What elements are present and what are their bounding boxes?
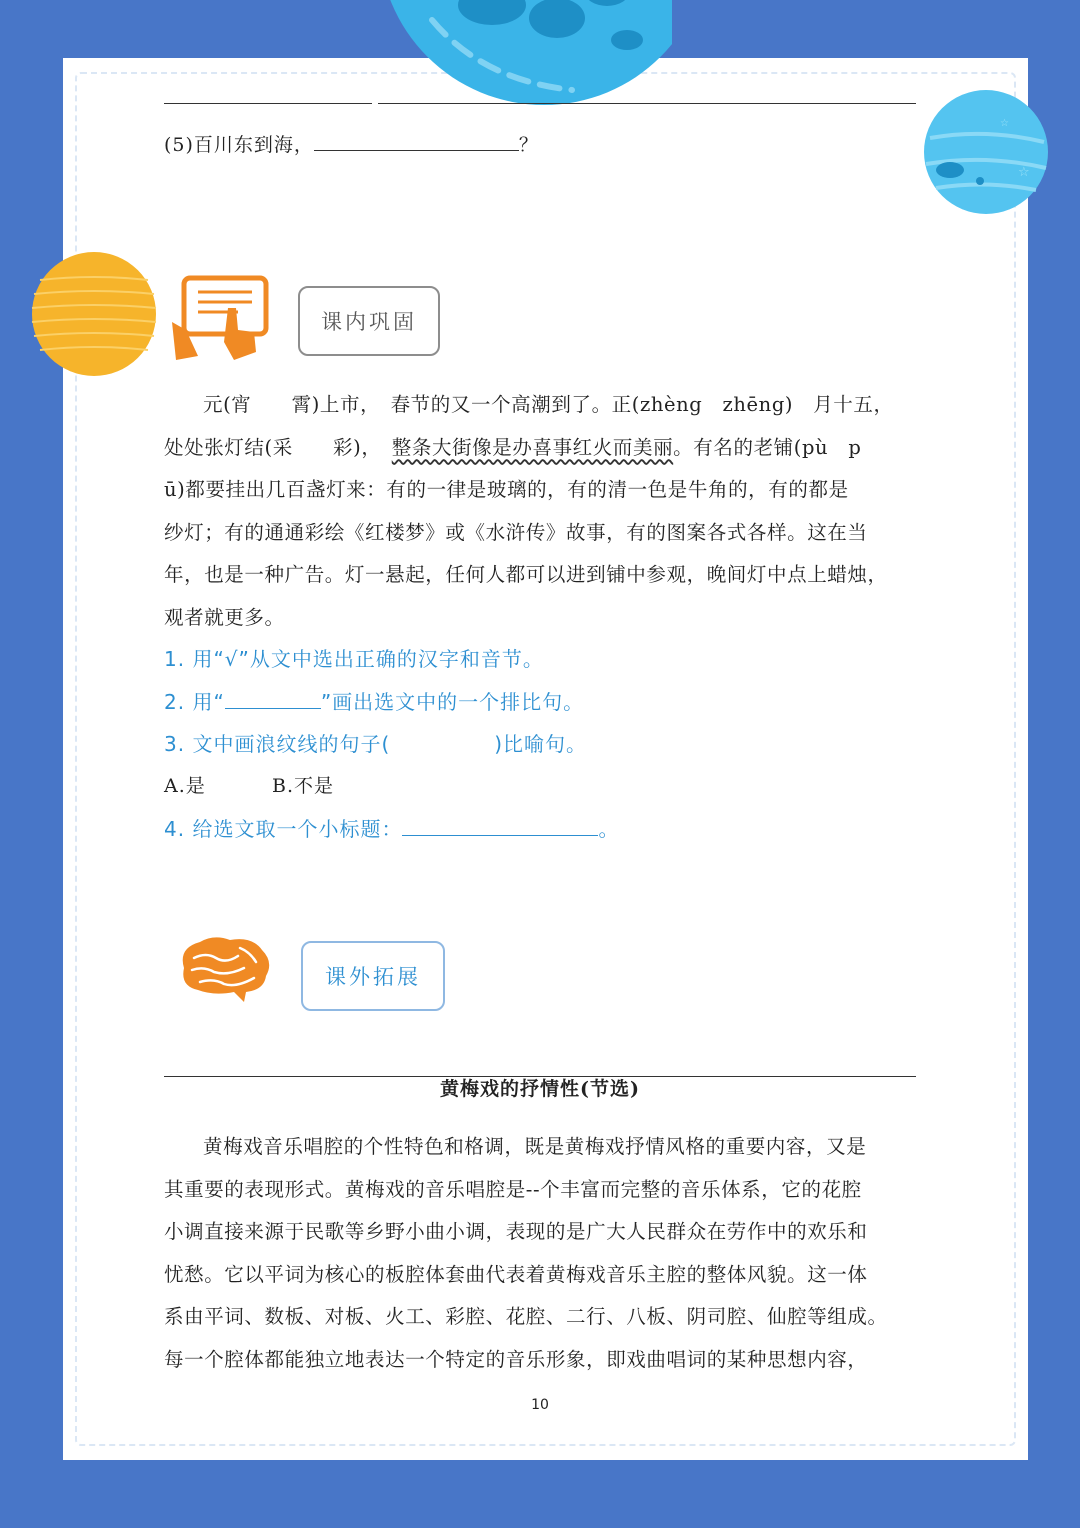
question-4 xyxy=(164,808,619,851)
section-label-box xyxy=(301,941,445,1011)
section-label: 课内巩固 xyxy=(321,310,417,334)
question-5-prefix: (5)百川东到海， xyxy=(164,134,314,156)
answer-line xyxy=(164,103,372,104)
tablet-touch-icon xyxy=(168,272,273,367)
passage-text: 。有名的老铺(pù p xyxy=(673,435,862,459)
passage-line: 纱灯；有的通通彩绘《红楼梦》或《水浒传》故事，有的图案各式各样。这在当 xyxy=(164,520,868,544)
article-line: 每一个腔体都能独立地表达一个特定的音乐形象，即戏曲唱词的某种思想内容， xyxy=(164,1347,868,1371)
question-2 xyxy=(164,681,584,724)
wavy-underlined-sentence: 整条大街像是办喜事红火而美丽 xyxy=(391,435,674,459)
question-3-prefix: 3. 文中画浪纹线的句子( xyxy=(164,732,391,756)
question-5 xyxy=(164,124,539,167)
page-number: 10 xyxy=(531,1397,549,1413)
blue-planet-top-icon xyxy=(372,0,672,115)
answer-line xyxy=(378,103,916,104)
yellow-planet-icon xyxy=(30,252,160,377)
article-line: 小调直接来源于民歌等乡野小曲小调，表现的是广大人民群众在劳作中的欢乐和 xyxy=(164,1220,868,1243)
question-1: 1. 用“√”从文中选出正确的汉字和音节。 xyxy=(164,647,544,671)
article-body xyxy=(164,1126,916,1381)
article-line: 忧愁。它以平词为核心的板腔体套曲代表着黄梅戏音乐主腔的整体风貌。这一体 xyxy=(164,1262,868,1286)
passage-1 xyxy=(164,384,916,639)
passage-line: ū)都要挂出几百盏灯来：有的一律是玻璃的，有的清一色是牛角的，有的都是 xyxy=(164,478,849,501)
answer-blank[interactable] xyxy=(225,688,321,709)
question-2-suffix: ”画出选文中的一个排比句。 xyxy=(320,690,585,714)
passage-line: 年，也是一种广告。灯一悬起，任何人都可以进到铺中参观，晚间灯中点上蜡烛， xyxy=(164,563,888,586)
question-2-prefix: 2. 用“ xyxy=(164,690,225,714)
article-line: 其重要的表现形式。黄梅戏的音乐唱腔是--个丰富而完整的音乐体系，它的花腔 xyxy=(164,1177,862,1201)
question-4-prefix: 4. 给选文取一个小标题： xyxy=(164,817,403,841)
question-3 xyxy=(164,723,587,766)
option-b[interactable]: B.不是 xyxy=(272,775,335,797)
brain-icon xyxy=(174,934,274,1006)
svg-text:☆: ☆ xyxy=(1018,165,1030,180)
answer-blank[interactable] xyxy=(314,131,519,151)
blue-planet-right-icon xyxy=(920,88,1055,223)
passage-line: 观者就更多。 xyxy=(164,605,285,629)
article-line: 系由平词、数板、对板、火工、彩腔、花腔、二行、八板、阴司腔、仙腔等组成。 xyxy=(164,1305,888,1328)
section-label: 课外拓展 xyxy=(325,965,421,989)
article-title: 黄梅戏的抒情性(节选) xyxy=(440,1078,640,1100)
passage-text: 处处张灯结(采 彩)， xyxy=(164,435,392,459)
article-line: 黄梅戏音乐唱腔的个性特色和格调，既是黄梅戏抒情风格的重要内容，又是 xyxy=(203,1135,867,1158)
svg-text:☆: ☆ xyxy=(1000,118,1009,129)
section-label-box xyxy=(298,286,440,356)
answer-blank[interactable] xyxy=(402,815,598,836)
passage-line xyxy=(164,427,916,470)
option-a[interactable]: A.是 xyxy=(164,775,206,797)
question-4-suffix: 。 xyxy=(598,817,620,841)
question-5-suffix: ？ xyxy=(518,134,539,156)
passage-line: 元(宵 霄)上市， 春节的又一个高潮到了。正(zhèng zhēng) 月十五， xyxy=(203,393,894,416)
question-3-suffix: )比喻句。 xyxy=(494,732,588,756)
